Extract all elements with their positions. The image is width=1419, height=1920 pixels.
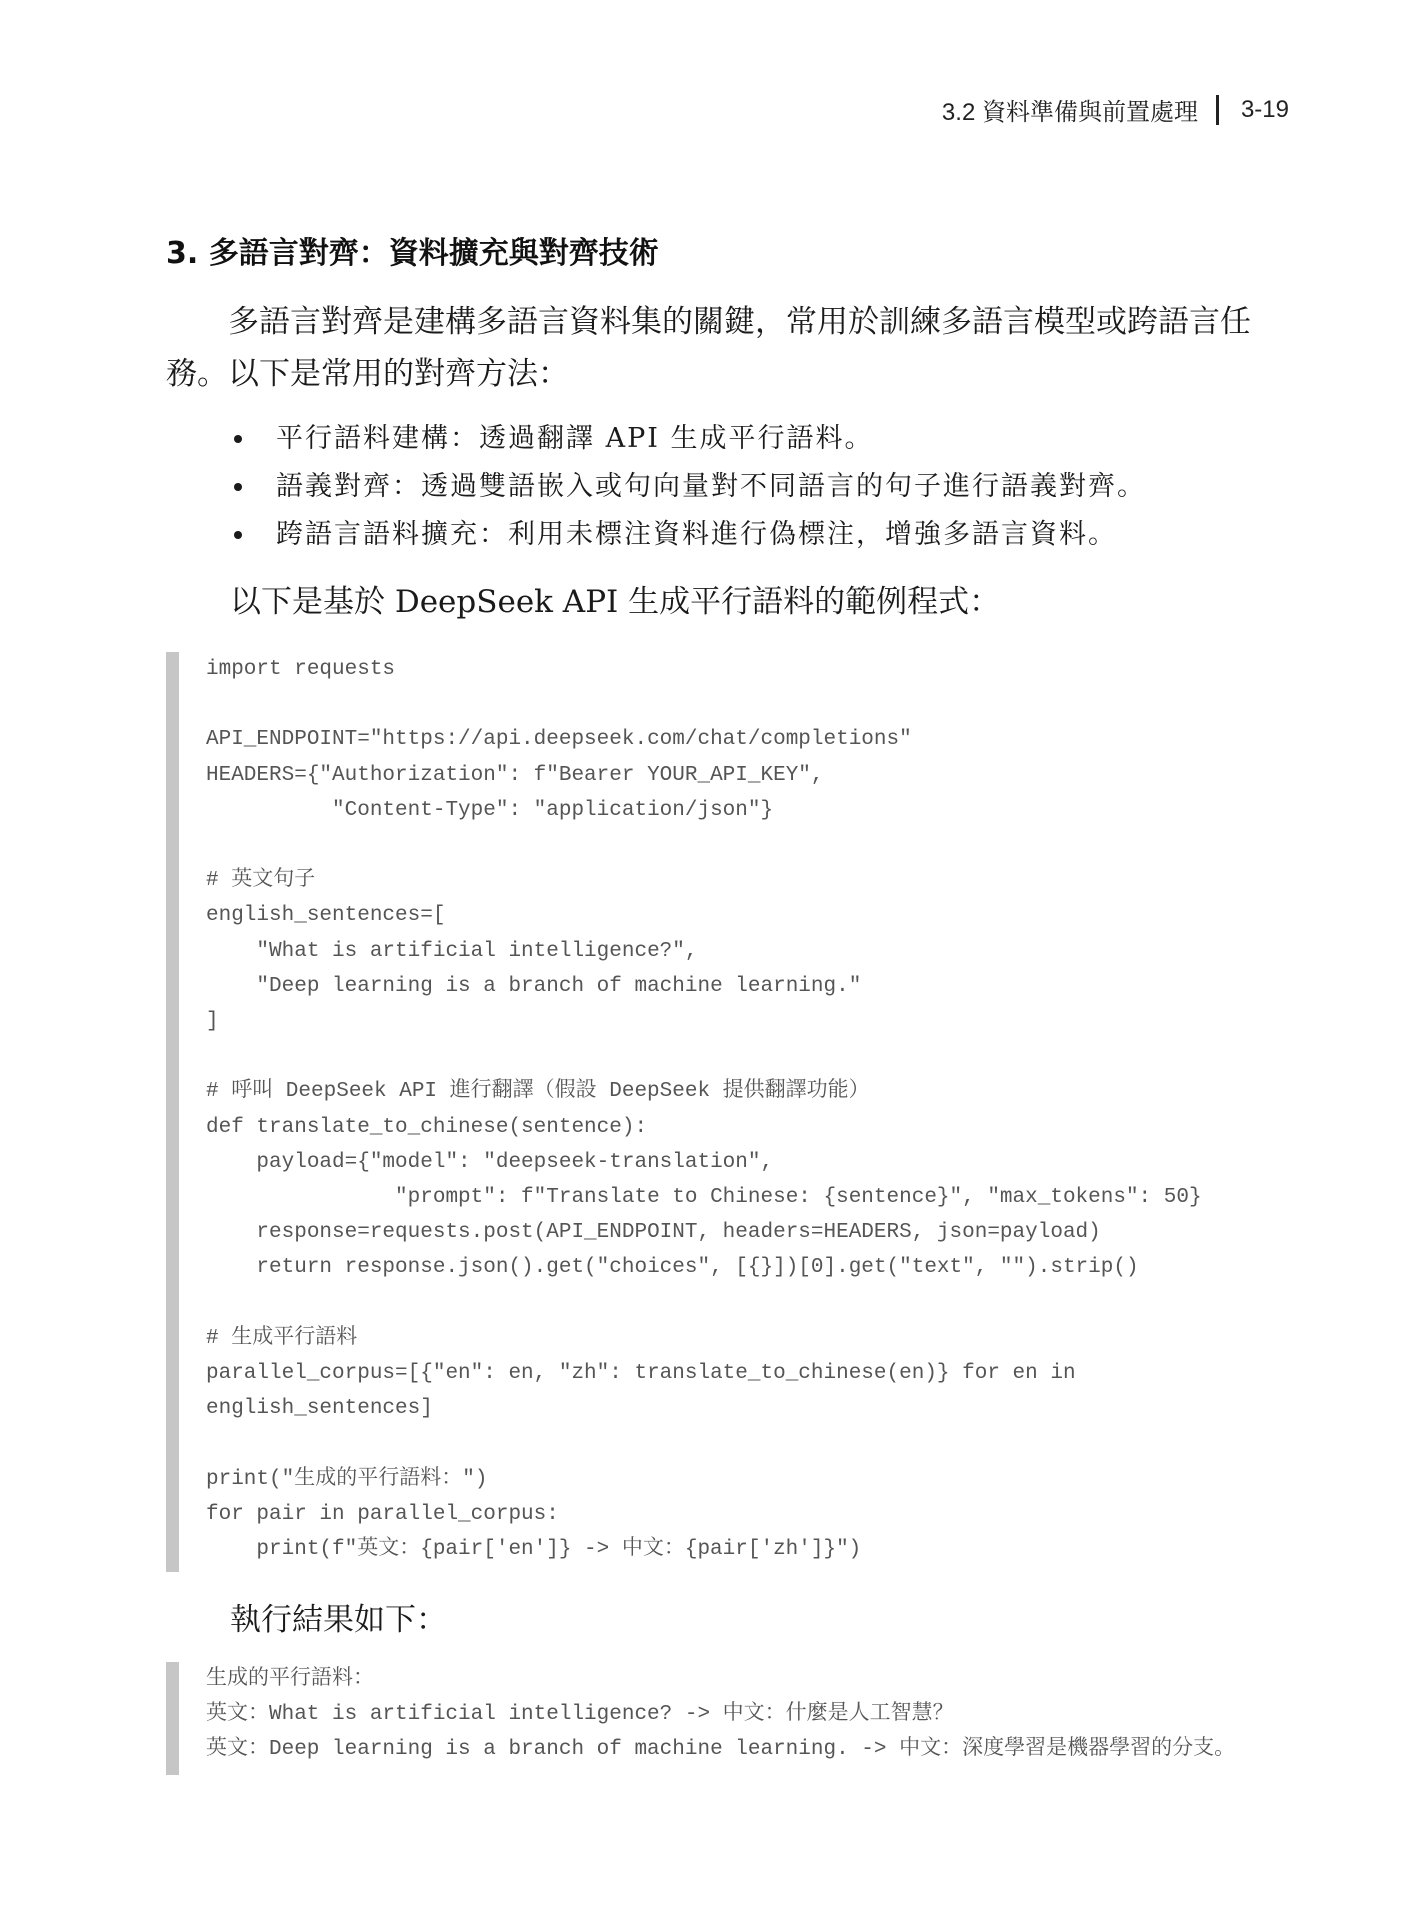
list-item-text: 平行語料建構：透過翻譯 API 生成平行語料。 [276,423,874,454]
list-item [230,415,1146,463]
code-line: return response.json().get("choices", [{}])[0].get("text", "").strip() [206,1256,1139,1280]
code-line: payload={"model": "deepseek-translation", [206,1150,774,1174]
code-block [166,652,1290,1572]
code-line: # 呼叫 DeepSeek API 進行翻譯（假設 DeepSeek 提供翻譯功能） [206,1080,870,1104]
bullet-icon [234,435,242,443]
section-heading: 3. 多語言對齊：資料擴充與對齊技術 [166,236,659,271]
list-item-text: 跨語言語料擴充：利用未標注資料進行偽標注，增強多語言資料。 [276,519,1117,550]
bullet-icon [234,531,242,539]
code-line: "prompt": f"Translate to Chinese: {sentence}", "max_tokens": 50} [206,1186,1202,1210]
output-line: 英文：Deep learning is a branch of machine learning. -> 中文：深度學習是機器學習的分支。 [206,1738,1236,1761]
intro-paragraph [166,296,1290,400]
code-line: print(f"英文：{pair['en']} -> 中文：{pair['zh']}") [206,1538,862,1562]
list-item [230,463,1146,511]
result-intro: 執行結果如下： [230,1602,447,1638]
method-list [230,415,1146,559]
code-line: # 英文句子 [206,869,316,893]
code-line: print("生成的平行語料：") [206,1467,488,1491]
header-divider [1216,95,1219,125]
code-line: API_ENDPOINT="https://api.deepseek.com/chat/completions" [206,728,912,752]
output-block [166,1662,1290,1775]
code-listing [179,652,1290,1567]
code-line: english_sentences] [206,1397,433,1421]
bullet-icon [234,483,242,491]
code-line: response=requests.post(API_ENDPOINT, headers=HEADERS, json=payload) [206,1221,1101,1245]
output-line: 英文：What is artificial intelligence? -> 中文：什麼是人工智慧？ [206,1703,954,1726]
code-line: parallel_corpus=[{"en": en, "zh": translate_to_chinese(en)} for en in [206,1362,1076,1386]
code-line: "Content-Type": "application/json"} [206,798,774,822]
code-line: for pair in parallel_corpus: [206,1502,559,1526]
intro-paragraph-text: 多語言對齊是建構多語言資料集的關鍵，常用於訓練多語言模型或跨語言任務。以下是常用的對齊方法： [166,304,1251,392]
code-line: def translate_to_chinese(sentence): [206,1115,648,1139]
output-line: 生成的平行語料： [206,1668,374,1691]
code-line: english_sentences=[ [206,904,446,928]
list-item [230,511,1146,559]
page-number: 3-19 [1240,95,1289,123]
code-line: # 生成平行語料 [206,1326,358,1350]
list-item-text: 語義對齊：透過雙語嵌入或句向量對不同語言的句子進行語義對齊。 [276,471,1146,502]
code-line: ] [206,1010,219,1034]
code-intro: 以下是基於 DeepSeek API 生成平行語料的範例程式： [230,584,1001,620]
code-line: import requests [206,658,396,681]
code-line: "What is artificial intelligence?", [206,939,698,963]
output-listing [179,1662,1290,1767]
running-header [942,92,1289,127]
code-line: "Deep learning is a branch of machine learning." [206,974,862,998]
code-line: HEADERS={"Authorization": f"Bearer YOUR_API_KEY", [206,763,824,787]
header-section-title: 3.2 資料準備與前置處理 [941,99,1198,126]
